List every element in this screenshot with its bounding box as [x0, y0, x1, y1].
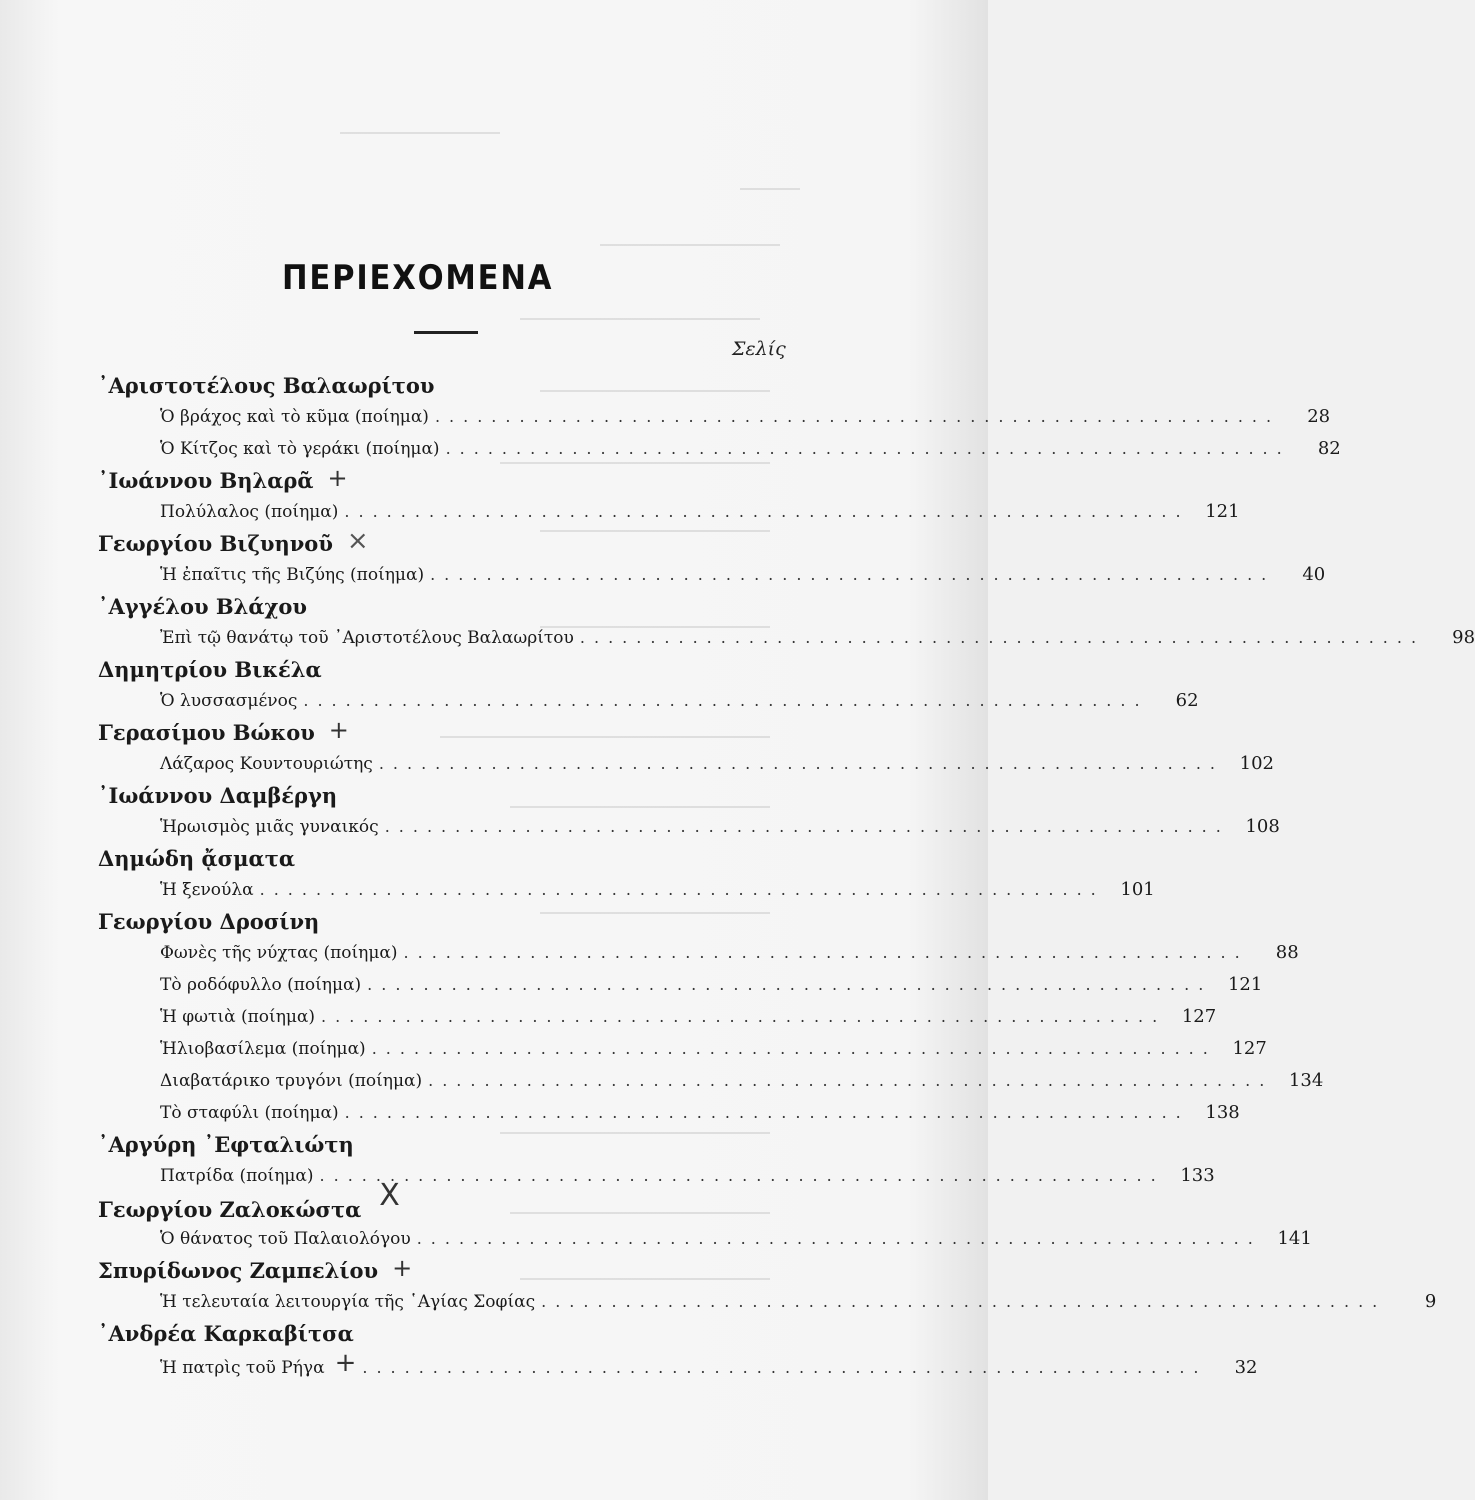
page-number: 121 [1205, 501, 1240, 522]
entry-title: Φωνὲς τῆς νύχτας (ποίημα) [160, 943, 398, 963]
page-number: 138 [1205, 1102, 1240, 1123]
page-number: 141 [1277, 1228, 1312, 1249]
toc-entry [98, 811, 1280, 843]
entry-title: Διαβατάρικο τρυγόνι (ποίημα) [160, 1071, 423, 1091]
page-number: 121 [1227, 974, 1263, 995]
toc-author [98, 1178, 798, 1223]
dot-leader: ............................................................ [303, 691, 1149, 710]
toc-author [98, 591, 798, 622]
toc-author [98, 370, 798, 401]
toc-entry [98, 937, 1299, 969]
dot-leader: ............................................................ [371, 1039, 1217, 1058]
dot-leader: ............................................................ [384, 817, 1230, 836]
handwritten-mark: X [379, 1178, 400, 1213]
dot-leader: ............................................................ [367, 975, 1213, 994]
toc-author [98, 1318, 798, 1349]
entry-title: Ἡλιοβασίλεμα (ποίημα) [160, 1039, 366, 1059]
dot-leader: ............................................................ [362, 1358, 1208, 1377]
dot-leader: ............................................................ [445, 439, 1291, 458]
toc-author [98, 654, 798, 685]
page-number: 28 [1307, 406, 1331, 427]
toc-author [98, 1129, 798, 1160]
dot-leader: ............................................................ [403, 943, 1249, 962]
entry-title: Τὸ ροδόφυλλο (ποίημα) [160, 975, 362, 995]
author-name: ᾿Ιωάννου Δαμβέργη [98, 783, 338, 808]
dot-leader: ............................................................ [319, 1166, 1165, 1185]
toc-entry [98, 1160, 1215, 1192]
entry-title: Ἡ φωτιὰ (ποίημα) [160, 1007, 316, 1027]
toc-entry [98, 748, 1274, 780]
page-number: 82 [1317, 438, 1341, 459]
handwritten-mark: + [328, 716, 349, 744]
dot-leader: ............................................................ [434, 407, 1281, 426]
toc-author [98, 1255, 798, 1286]
entry-title: Ὁ θάνατος τοῦ Παλαιολόγου [160, 1229, 411, 1249]
dot-leader: ............................................................ [430, 565, 1276, 584]
toc-entry [98, 496, 1240, 528]
author-name: ᾿Αγγέλου Βλάχου [98, 594, 307, 619]
author-name: ᾿Αργύρη ᾿Εφταλιώτη [98, 1132, 354, 1157]
author-name: ᾿Αριστοτέλους Βαλαωρίτου [98, 373, 435, 398]
entry-title: Ἡρωισμὸς μιᾶς γυναικός [160, 817, 379, 837]
entry-title: Ἡ τελευταία λειτουργία τῆς ῾Αγίας Σοφίας [160, 1292, 536, 1312]
toc-entry [98, 1223, 1312, 1255]
toc-entry [98, 559, 1326, 591]
page-number: 40 [1302, 564, 1326, 585]
dot-leader: ............................................................ [378, 754, 1224, 773]
page-number: 98 [1452, 627, 1475, 648]
toc-entry [98, 401, 1331, 433]
toc-entry [98, 1065, 1324, 1097]
handwritten-mark: × [346, 526, 369, 556]
entry-title: Ὁ Κίτζος καὶ τὸ γεράκι (ποίημα) [160, 439, 440, 459]
toc-entry [98, 1097, 1240, 1129]
dot-leader: ............................................................ [428, 1071, 1274, 1090]
entry-title: Τὸ σταφύλι (ποίημα) [160, 1103, 339, 1123]
dot-leader: ............................................................ [259, 880, 1105, 899]
toc-entry [98, 622, 1475, 654]
title-divider [414, 331, 478, 334]
entry-title: Ἡ ἐπαῖτις τῆς Βιζύης (ποίημα) [160, 565, 425, 585]
toc-author [98, 528, 798, 559]
author-name: Γεωργίου Ζαλοκώστα [98, 1197, 362, 1222]
toc-entry [98, 1348, 1258, 1381]
entry-title: Λάζαρος Κουντουριώτης [160, 754, 373, 774]
author-name: Γεωργίου Βιζυηνοῦ [98, 531, 333, 556]
author-name: Γεωργίου Δροσίνη [98, 909, 320, 934]
pages-column-label: Σελίς [732, 338, 786, 360]
author-name: Δημώδη ᾄσματα [98, 846, 295, 871]
entry-title: Ἐπὶ τῷ θανάτῳ τοῦ ᾿Αριστοτέλους Βαλαωρίτου [160, 628, 574, 648]
toc-entry [98, 1001, 1217, 1033]
toc-author [98, 906, 798, 937]
author-name: Σπυρίδωνος Ζαμπελίου [98, 1258, 379, 1283]
handwritten-mark: + [392, 1254, 413, 1282]
author-name: ᾿Ανδρέα Καρκαβίτσα [98, 1321, 354, 1346]
toc-author [98, 780, 798, 811]
dot-leader: ............................................................ [344, 1103, 1190, 1122]
page-number: 9 [1424, 1291, 1437, 1312]
toc-entry [98, 685, 1199, 717]
dot-leader: ............................................................ [541, 1292, 1387, 1311]
toc-entry [98, 969, 1263, 1001]
page-number: 133 [1180, 1165, 1215, 1186]
entry-title: Ὁ λυσσασμένος [160, 691, 298, 711]
page-number: 62 [1175, 690, 1199, 711]
table-of-contents [98, 370, 1475, 1381]
entry-title: Ἡ πατρὶς τοῦ Ρήγα [160, 1358, 325, 1378]
page-number: 101 [1120, 879, 1155, 900]
toc-author [98, 717, 798, 748]
dot-leader: ............................................................ [579, 628, 1426, 647]
page-number: 108 [1245, 816, 1280, 837]
page-number: 102 [1239, 753, 1274, 774]
dot-leader: ............................................................ [416, 1229, 1262, 1248]
page-number: 134 [1288, 1070, 1324, 1091]
toc-author [98, 465, 798, 496]
author-name: Γερασίμου Βώκου [98, 720, 315, 745]
author-name: Δημητρίου Βικέλα [98, 657, 322, 682]
page-number: 127 [1232, 1038, 1267, 1059]
page-title: ΠΕΡΙΕΧΟΜΕΝΑ [282, 258, 554, 298]
dot-leader: ............................................................ [344, 502, 1190, 521]
page-number: 88 [1275, 942, 1299, 963]
toc-entry [98, 433, 1341, 465]
toc-entry [98, 1033, 1267, 1065]
author-name: ᾿Ιωάννου Βηλαρᾶ [98, 468, 314, 493]
entry-title: Πολύλαλος (ποίημα) [160, 502, 339, 522]
entry-title: Ἡ ξενούλα [160, 880, 254, 900]
page-number: 127 [1181, 1006, 1217, 1027]
entry-title: Ὁ βράχος καὶ τὸ κῦμα (ποίημα) [160, 407, 429, 427]
toc-entry [98, 874, 1155, 906]
toc-entry [98, 1286, 1437, 1318]
page-number: 32 [1234, 1357, 1258, 1378]
handwritten-mark: + [327, 464, 348, 492]
dot-leader: ............................................................ [321, 1007, 1167, 1026]
handwritten-mark: + [334, 1348, 357, 1378]
toc-author [98, 843, 798, 874]
entry-title: Πατρίδα (ποίημα) [160, 1166, 314, 1186]
